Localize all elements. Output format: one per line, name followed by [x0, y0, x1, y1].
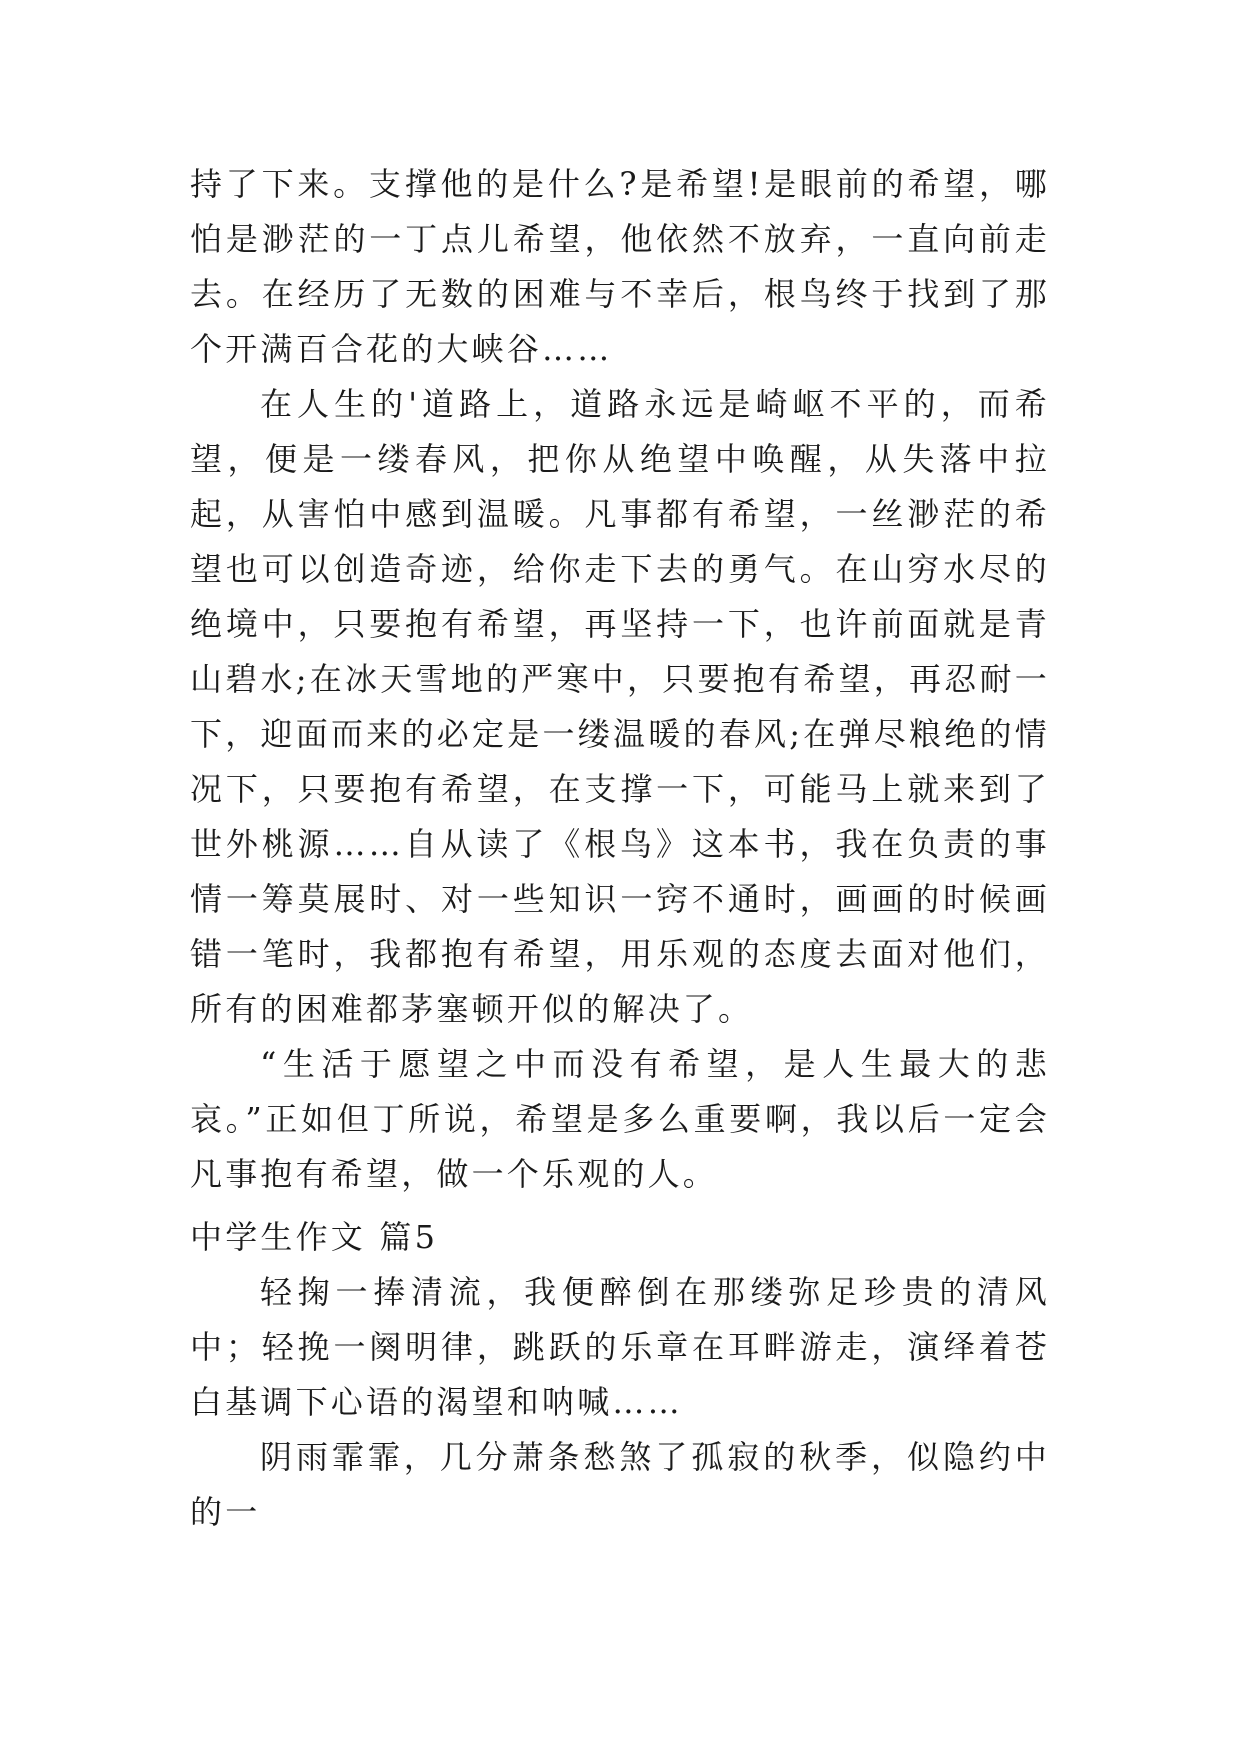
- essay-section-5: [190, 1265, 1050, 1540]
- paragraph: 在人生的'道路上，道路永远是崎岖不平的，而希望，便是一缕春风，把你从绝望中唤醒，从失落中拉起，从害怕中感到温暖。凡事都有希望，一丝渺茫的希望也可以创造奇迹，给你走下去的勇气。在山穷水尽的绝境中，只要抱有希望，再坚持一下，也许前面就是青山碧水;在冰天雪地的严寒中，只要抱有希望，再忍耐一下，迎面而来的必定是一缕温暖的春风;在弹尽粮绝的情况下，只要抱有希望，在支撑一下，可能马上就来到了世外桃源……自从读了《根鸟》这本书，我在负责的事情一筹莫展时、对一些知识一窍不通时，画画的时候画错一笔时，我都抱有希望，用乐观的态度去面对他们，所有的困难都茅塞顿开似的解决了。: [190, 385, 1050, 1028]
- paragraph: “生活于愿望之中而没有希望，是人生最大的悲哀。”正如但丁所说，希望是多么重要啊，我以后一定会凡事抱有希望，做一个乐观的人。: [190, 1045, 1050, 1193]
- paragraph: 轻掬一捧清流，我便醉倒在那缕弥足珍贵的清风中；轻挽一阕明律，跳跃的乐章在耳畔游走，演绎着苍白基调下心语的渴望和呐喊……: [190, 1273, 1050, 1421]
- paragraph: 阴雨霏霏，几分萧条愁煞了孤寂的秋季，似隐约中的一: [190, 1438, 1050, 1531]
- essay-continuation: [190, 157, 1050, 1202]
- section-heading: 中学生作文 篇5: [190, 1218, 439, 1256]
- paragraph: 持了下来。支撑他的是什么?是希望!是眼前的希望，哪怕是渺茫的一丁点儿希望，他依然不放弃，一直向前走去。在经历了无数的困难与不幸后，根鸟终于找到了那个开满百合花的大峡谷……: [190, 165, 1050, 368]
